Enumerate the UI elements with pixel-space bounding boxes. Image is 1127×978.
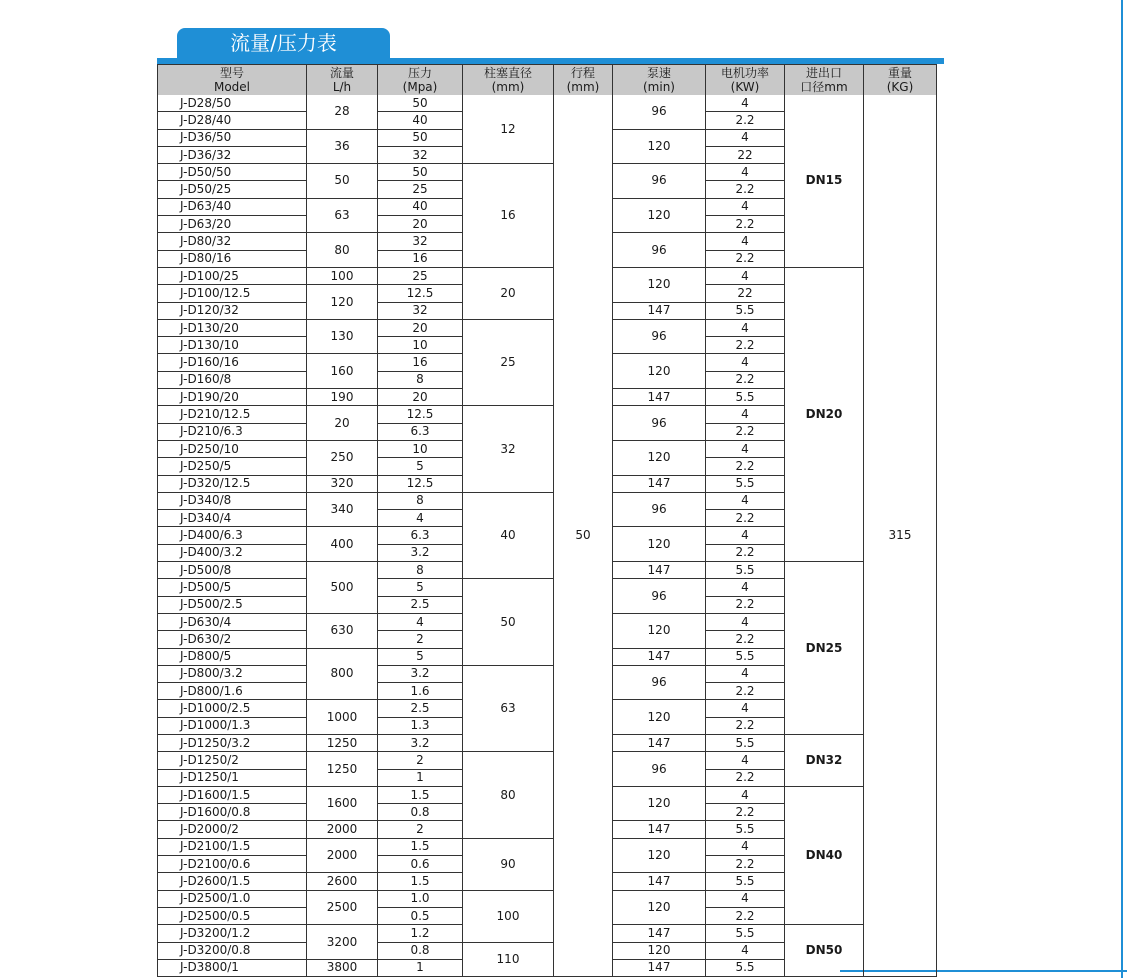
plunger-diameter-cell: 63	[463, 665, 554, 751]
motor-power-cell: 4	[706, 440, 785, 457]
flow-cell: 2000	[307, 821, 378, 838]
pressure-cell: 32	[378, 302, 463, 319]
model-cell: J-D28/40	[158, 112, 307, 129]
plunger-diameter-cell: 90	[463, 838, 554, 890]
motor-power-cell: 2.2	[706, 250, 785, 267]
motor-power-cell: 4	[706, 233, 785, 250]
pressure-cell: 1.5	[378, 786, 463, 803]
port-size-cell: DN15	[785, 95, 864, 267]
pressure-cell: 25	[378, 181, 463, 198]
table-body	[158, 95, 937, 977]
pump-speed-cell: 147	[613, 821, 706, 838]
pressure-cell: 12.5	[378, 406, 463, 423]
pump-speed-cell: 120	[613, 613, 706, 648]
pressure-cell: 0.6	[378, 856, 463, 873]
pump-speed-cell: 120	[613, 527, 706, 562]
model-cell: J-D130/20	[158, 319, 307, 336]
motor-power-cell: 22	[706, 146, 785, 163]
model-cell: J-D210/6.3	[158, 423, 307, 440]
plunger-diameter-cell: 50	[463, 579, 554, 665]
pressure-cell: 50	[378, 164, 463, 181]
motor-power-cell: 4	[706, 319, 785, 336]
motor-power-cell: 4	[706, 164, 785, 181]
model-cell: J-D400/6.3	[158, 527, 307, 544]
motor-power-cell: 5.5	[706, 873, 785, 890]
pump-speed-cell: 96	[613, 665, 706, 700]
plunger-diameter-cell: 40	[463, 492, 554, 578]
motor-power-cell: 5.5	[706, 821, 785, 838]
pump-speed-cell: 120	[613, 129, 706, 164]
motor-power-cell: 4	[706, 786, 785, 803]
motor-power-cell: 4	[706, 406, 785, 423]
pressure-cell: 2.5	[378, 700, 463, 717]
table-title: 流量/压力表	[177, 28, 390, 58]
table-header	[158, 65, 937, 96]
pump-speed-cell: 96	[613, 319, 706, 354]
pressure-cell: 3.2	[378, 665, 463, 682]
motor-power-cell: 2.2	[706, 717, 785, 734]
pressure-cell: 20	[378, 389, 463, 406]
motor-power-cell: 2.2	[706, 423, 785, 440]
pressure-cell: 32	[378, 146, 463, 163]
pump-speed-cell: 96	[613, 752, 706, 787]
model-cell: J-D500/2.5	[158, 596, 307, 613]
header-label-cn: 电机功率	[720, 66, 769, 80]
model-cell: J-D28/50	[158, 95, 307, 112]
flow-cell: 190	[307, 389, 378, 406]
pressure-cell: 2	[378, 631, 463, 648]
header-label-en: (min)	[643, 80, 675, 94]
motor-power-cell: 4	[706, 700, 785, 717]
port-size-cell: DN25	[785, 562, 864, 735]
model-cell: J-D400/3.2	[158, 544, 307, 561]
header-stroke	[554, 65, 613, 96]
pressure-cell: 1.0	[378, 890, 463, 907]
motor-power-cell: 4	[706, 198, 785, 215]
motor-power-cell: 2.2	[706, 804, 785, 821]
model-cell: J-D630/2	[158, 631, 307, 648]
flow-cell: 3200	[307, 925, 378, 960]
pressure-cell: 16	[378, 354, 463, 371]
pump-speed-cell: 96	[613, 579, 706, 614]
flow-cell: 36	[307, 129, 378, 164]
model-cell: J-D3800/1	[158, 959, 307, 976]
pump-speed-cell: 147	[613, 925, 706, 942]
model-cell: J-D800/5	[158, 648, 307, 665]
header-label-cn: 重量	[887, 66, 912, 80]
pressure-cell: 16	[378, 250, 463, 267]
pressure-cell: 1.6	[378, 683, 463, 700]
flow-cell: 250	[307, 440, 378, 475]
flow-cell: 320	[307, 475, 378, 492]
header-port-size	[785, 65, 864, 96]
table-row	[158, 95, 937, 112]
model-cell: J-D120/32	[158, 302, 307, 319]
pressure-cell: 5	[378, 579, 463, 596]
plunger-diameter-cell: 32	[463, 406, 554, 492]
model-cell: J-D63/40	[158, 198, 307, 215]
model-cell: J-D190/20	[158, 389, 307, 406]
pressure-cell: 0.5	[378, 907, 463, 924]
pump-speed-cell: 120	[613, 440, 706, 475]
header-label-cn: 进出口	[805, 66, 842, 80]
model-cell: J-D100/12.5	[158, 285, 307, 302]
flow-cell: 340	[307, 492, 378, 527]
model-cell: J-D800/3.2	[158, 665, 307, 682]
motor-power-cell: 2.2	[706, 769, 785, 786]
pump-speed-cell: 120	[613, 890, 706, 925]
pressure-cell: 6.3	[378, 423, 463, 440]
pressure-cell: 0.8	[378, 942, 463, 959]
motor-power-cell: 4	[706, 579, 785, 596]
motor-power-cell: 4	[706, 942, 785, 959]
pressure-cell: 5	[378, 458, 463, 475]
flow-cell: 120	[307, 285, 378, 320]
flow-cell: 80	[307, 233, 378, 268]
flow-cell: 100	[307, 267, 378, 284]
model-cell: J-D630/4	[158, 613, 307, 630]
pressure-cell: 1.5	[378, 873, 463, 890]
header-motor-power	[706, 65, 785, 96]
model-cell: J-D3200/0.8	[158, 942, 307, 959]
pump-speed-cell: 147	[613, 873, 706, 890]
model-cell: J-D500/8	[158, 562, 307, 579]
flow-cell: 130	[307, 319, 378, 354]
motor-power-cell: 5.5	[706, 734, 785, 751]
plunger-diameter-cell: 20	[463, 267, 554, 319]
motor-power-cell: 4	[706, 267, 785, 284]
pump-speed-cell: 147	[613, 475, 706, 492]
model-cell: J-D130/10	[158, 337, 307, 354]
motor-power-cell: 2.2	[706, 337, 785, 354]
header-label-cn: 流量	[329, 66, 354, 80]
plunger-diameter-cell: 110	[463, 942, 554, 977]
motor-power-cell: 4	[706, 129, 785, 146]
pressure-cell: 2	[378, 752, 463, 769]
flow-cell: 1250	[307, 752, 378, 787]
right-edge-rule	[1121, 0, 1123, 978]
model-cell: J-D2000/2	[158, 821, 307, 838]
pump-speed-cell: 147	[613, 734, 706, 751]
pump-speed-cell: 120	[613, 267, 706, 302]
pump-speed-cell: 96	[613, 164, 706, 199]
model-cell: J-D210/12.5	[158, 406, 307, 423]
pump-speed-cell: 147	[613, 302, 706, 319]
model-cell: J-D50/25	[158, 181, 307, 198]
port-size-cell: DN50	[785, 925, 864, 977]
plunger-diameter-cell: 12	[463, 95, 554, 164]
pressure-cell: 8	[378, 562, 463, 579]
flow-cell: 1600	[307, 786, 378, 821]
model-cell: J-D3200/1.2	[158, 925, 307, 942]
motor-power-cell: 2.2	[706, 458, 785, 475]
motor-power-cell: 4	[706, 613, 785, 630]
pressure-cell: 4	[378, 613, 463, 630]
pressure-cell: 3.2	[378, 544, 463, 561]
model-cell: J-D80/32	[158, 233, 307, 250]
header-label-cn: 泵速	[646, 66, 671, 80]
flow-cell: 500	[307, 562, 378, 614]
pressure-cell: 3.2	[378, 734, 463, 751]
header-label-en: (KW)	[730, 80, 760, 94]
motor-power-cell: 2.2	[706, 544, 785, 561]
motor-power-cell: 5.5	[706, 959, 785, 976]
pressure-cell: 10	[378, 440, 463, 457]
model-cell: J-D800/1.6	[158, 683, 307, 700]
motor-power-cell: 2.2	[706, 371, 785, 388]
motor-power-cell: 4	[706, 890, 785, 907]
motor-power-cell: 22	[706, 285, 785, 302]
pump-speed-cell: 120	[613, 198, 706, 233]
flow-cell: 63	[307, 198, 378, 233]
pressure-cell: 40	[378, 112, 463, 129]
motor-power-cell: 2.2	[706, 856, 785, 873]
model-cell: J-D2600/1.5	[158, 873, 307, 890]
pressure-cell: 1.2	[378, 925, 463, 942]
flow-cell: 1250	[307, 734, 378, 751]
model-cell: J-D1250/1	[158, 769, 307, 786]
header-model	[158, 65, 307, 96]
pump-speed-cell: 120	[613, 838, 706, 873]
flow-cell: 800	[307, 648, 378, 700]
header-weight	[864, 65, 937, 96]
motor-power-cell: 4	[706, 492, 785, 509]
motor-power-cell: 2.2	[706, 907, 785, 924]
model-cell: J-D160/16	[158, 354, 307, 371]
model-cell: J-D2500/0.5	[158, 907, 307, 924]
pressure-cell: 40	[378, 198, 463, 215]
model-cell: J-D2500/1.0	[158, 890, 307, 907]
pressure-cell: 50	[378, 95, 463, 112]
flow-pressure-table	[157, 64, 937, 977]
motor-power-cell: 5.5	[706, 562, 785, 579]
model-cell: J-D100/25	[158, 267, 307, 284]
pressure-cell: 10	[378, 337, 463, 354]
plunger-diameter-cell: 25	[463, 319, 554, 405]
pump-speed-cell: 96	[613, 95, 706, 129]
pressure-cell: 50	[378, 129, 463, 146]
header-pressure	[378, 65, 463, 96]
pressure-cell: 0.8	[378, 804, 463, 821]
motor-power-cell: 2.2	[706, 181, 785, 198]
model-cell: J-D340/4	[158, 510, 307, 527]
flow-cell: 2500	[307, 890, 378, 925]
pressure-cell: 20	[378, 216, 463, 233]
model-cell: J-D36/32	[158, 146, 307, 163]
flow-cell: 2000	[307, 838, 378, 873]
pump-speed-cell: 120	[613, 700, 706, 735]
motor-power-cell: 2.2	[706, 596, 785, 613]
pressure-cell: 1.3	[378, 717, 463, 734]
pump-speed-cell: 120	[613, 942, 706, 959]
pressure-cell: 32	[378, 233, 463, 250]
motor-power-cell: 2.2	[706, 683, 785, 700]
model-cell: J-D500/5	[158, 579, 307, 596]
header-label-cn: 行程	[570, 66, 595, 80]
model-cell: J-D36/50	[158, 129, 307, 146]
motor-power-cell: 2.2	[706, 510, 785, 527]
model-cell: J-D63/20	[158, 216, 307, 233]
flow-cell: 160	[307, 354, 378, 389]
pressure-cell: 12.5	[378, 285, 463, 302]
flow-cell: 400	[307, 527, 378, 562]
model-cell: J-D2100/0.6	[158, 856, 307, 873]
pump-speed-cell: 147	[613, 389, 706, 406]
motor-power-cell: 2.2	[706, 112, 785, 129]
motor-power-cell: 5.5	[706, 302, 785, 319]
pump-speed-cell: 96	[613, 492, 706, 527]
model-cell: J-D160/8	[158, 371, 307, 388]
pressure-cell: 8	[378, 371, 463, 388]
motor-power-cell: 2.2	[706, 216, 785, 233]
flow-cell: 2600	[307, 873, 378, 890]
header-label-en: 口径mm	[800, 80, 848, 94]
header-label-en: L/h	[332, 80, 352, 94]
model-cell: J-D1000/1.3	[158, 717, 307, 734]
motor-power-cell: 4	[706, 665, 785, 682]
pressure-cell: 2.5	[378, 596, 463, 613]
stroke-cell: 50	[554, 95, 613, 977]
pressure-cell: 2	[378, 821, 463, 838]
header-label-cn: 柱塞直径	[483, 66, 532, 80]
pressure-cell: 5	[378, 648, 463, 665]
pressure-cell: 6.3	[378, 527, 463, 544]
pump-speed-cell: 147	[613, 648, 706, 665]
pressure-cell: 20	[378, 319, 463, 336]
port-size-cell: DN40	[785, 786, 864, 924]
model-cell: J-D320/12.5	[158, 475, 307, 492]
port-size-cell: DN32	[785, 734, 864, 786]
pressure-cell: 12.5	[378, 475, 463, 492]
model-cell: J-D2100/1.5	[158, 838, 307, 855]
header-pump-speed	[613, 65, 706, 96]
header-label-en: (Mpa)	[402, 80, 438, 94]
header-label-cn: 型号	[219, 66, 244, 80]
header-label-cn: 压力	[407, 66, 432, 80]
pressure-cell: 1	[378, 769, 463, 786]
pressure-cell: 1	[378, 959, 463, 976]
motor-power-cell: 5.5	[706, 475, 785, 492]
header-label-en: (KG)	[886, 80, 914, 94]
motor-power-cell: 5.5	[706, 648, 785, 665]
header-plunger-diameter	[463, 65, 554, 96]
port-size-cell: DN20	[785, 267, 864, 561]
motor-power-cell: 5.5	[706, 389, 785, 406]
pressure-cell: 1.5	[378, 838, 463, 855]
flow-cell: 630	[307, 613, 378, 648]
model-cell: J-D250/10	[158, 440, 307, 457]
model-cell: J-D50/50	[158, 164, 307, 181]
plunger-diameter-cell: 16	[463, 164, 554, 268]
flow-cell: 3800	[307, 959, 378, 976]
pump-speed-cell: 147	[613, 562, 706, 579]
model-cell: J-D340/8	[158, 492, 307, 509]
motor-power-cell: 4	[706, 527, 785, 544]
model-cell: J-D1600/1.5	[158, 786, 307, 803]
weight-cell: 315	[864, 95, 937, 977]
plunger-diameter-cell: 80	[463, 752, 554, 838]
pump-speed-cell: 120	[613, 786, 706, 821]
model-cell: J-D1250/3.2	[158, 734, 307, 751]
motor-power-cell: 5.5	[706, 925, 785, 942]
model-cell: J-D1600/0.8	[158, 804, 307, 821]
model-cell: J-D1000/2.5	[158, 700, 307, 717]
table-row	[158, 267, 937, 284]
model-cell: J-D80/16	[158, 250, 307, 267]
pump-speed-cell: 147	[613, 959, 706, 976]
header-label-en: (mm)	[491, 80, 525, 94]
header-label-en: Model	[213, 80, 251, 94]
motor-power-cell: 2.2	[706, 631, 785, 648]
motor-power-cell: 4	[706, 95, 785, 112]
pressure-cell: 25	[378, 267, 463, 284]
flow-cell: 20	[307, 406, 378, 441]
flow-cell: 1000	[307, 700, 378, 735]
motor-power-cell: 4	[706, 354, 785, 371]
pump-speed-cell: 120	[613, 354, 706, 389]
model-cell: J-D250/5	[158, 458, 307, 475]
motor-power-cell: 4	[706, 752, 785, 769]
flow-cell: 28	[307, 95, 378, 129]
pressure-cell: 8	[378, 492, 463, 509]
model-cell: J-D1250/2	[158, 752, 307, 769]
pump-speed-cell: 96	[613, 406, 706, 441]
header-label-en: (mm)	[566, 80, 600, 94]
plunger-diameter-cell: 100	[463, 890, 554, 942]
header-flow	[307, 65, 378, 96]
pump-speed-cell: 96	[613, 233, 706, 268]
pressure-cell: 4	[378, 510, 463, 527]
flow-cell: 50	[307, 164, 378, 199]
motor-power-cell: 4	[706, 838, 785, 855]
